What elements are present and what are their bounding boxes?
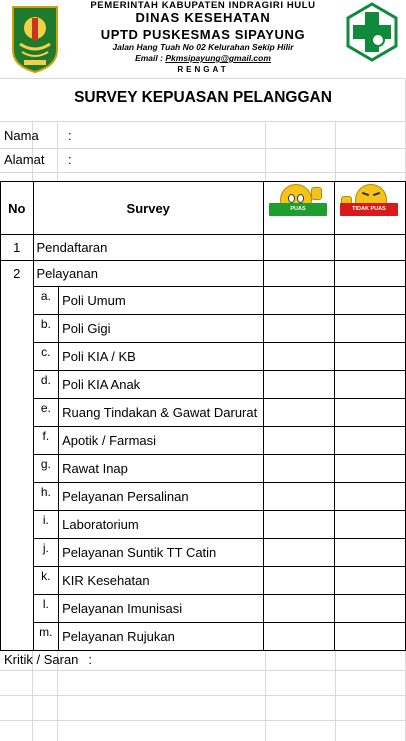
header-email-line	[60, 53, 346, 63]
subrow-letter: h.	[33, 483, 59, 511]
puskesmas-logo-icon	[346, 2, 398, 64]
subrow-label: Pelayanan Suntik TT Catin	[59, 539, 264, 567]
nama-label: Nama	[4, 128, 39, 143]
subrow-letter: e.	[33, 399, 59, 427]
tidak-puas-checkbox-cell[interactable]	[334, 623, 405, 651]
puas-checkbox-cell[interactable]	[263, 315, 334, 343]
tidak-puas-badge: TIDAK PUAS	[340, 203, 398, 216]
header-address: Jalan Hang Tuah No 02 Kelurahan Sekip Hilir	[112, 42, 294, 52]
thumbs-up-icon	[311, 187, 322, 200]
empty-no-cell	[1, 315, 34, 343]
tidak-puas-checkbox-cell[interactable]	[334, 595, 405, 623]
tidak-puas-checkbox-cell[interactable]	[334, 315, 405, 343]
tidak-puas-checkbox-cell[interactable]	[334, 455, 405, 483]
row-number: 1	[1, 235, 34, 261]
subrow-letter: f.	[33, 427, 59, 455]
table-subrow	[1, 287, 406, 315]
table-subrow	[1, 343, 406, 371]
email-label: Email :	[135, 53, 166, 63]
puas-checkbox-cell[interactable]	[263, 511, 334, 539]
col-no-header: No	[1, 182, 34, 235]
empty-no-cell	[1, 539, 34, 567]
empty-no-cell	[1, 511, 34, 539]
subrow-label: KIR Kesehatan	[59, 567, 264, 595]
subrow-label: Poli Umum	[59, 287, 264, 315]
header-city: RENGAT	[177, 65, 229, 74]
puas-checkbox-cell[interactable]	[263, 371, 334, 399]
table-row	[1, 235, 406, 261]
table-subrow	[1, 399, 406, 427]
subrow-letter: i.	[33, 511, 59, 539]
subrow-letter: b.	[33, 315, 59, 343]
subrow-letter: k.	[33, 567, 59, 595]
tidak-puas-checkbox-cell[interactable]	[334, 511, 405, 539]
table-row	[1, 261, 406, 287]
subrow-label: Apotik / Farmasi	[59, 427, 264, 455]
tidak-puas-checkbox-cell[interactable]	[334, 371, 405, 399]
table-subrow	[1, 315, 406, 343]
subrow-label: Pelayanan Imunisasi	[59, 595, 264, 623]
header-puskesmas: UPTD PUSKESMAS SIPAYUNG	[100, 27, 306, 42]
subrow-label: Pelayanan Rujukan	[59, 623, 264, 651]
subrow-letter: d.	[33, 371, 59, 399]
subrow-letter: m.	[33, 623, 59, 651]
subrow-label: Rawat Inap	[59, 455, 264, 483]
tidak-puas-checkbox-cell[interactable]	[334, 235, 405, 261]
tidak-puas-checkbox-cell[interactable]	[334, 567, 405, 595]
header-government: PEMERINTAH KABUPATEN INDRAGIRI HULU	[90, 0, 316, 11]
tidak-puas-checkbox-cell[interactable]	[334, 539, 405, 567]
tidak-puas-checkbox-cell[interactable]	[334, 343, 405, 371]
row-label: Pelayanan	[33, 261, 263, 287]
empty-no-cell	[1, 399, 34, 427]
empty-no-cell	[1, 595, 34, 623]
puas-checkbox-cell[interactable]	[263, 427, 334, 455]
empty-no-cell	[1, 455, 34, 483]
subrow-label: Poli KIA Anak	[59, 371, 264, 399]
puas-checkbox-cell[interactable]	[263, 287, 334, 315]
tidak-puas-checkbox-cell[interactable]	[334, 261, 405, 287]
subrow-label: Poli Gigi	[59, 315, 264, 343]
subrow-label: Pelayanan Persalinan	[59, 483, 264, 511]
indragiri-hulu-emblem-icon	[10, 4, 60, 74]
tidak-puas-checkbox-cell[interactable]	[334, 483, 405, 511]
critique-field	[4, 652, 92, 667]
puas-checkbox-cell[interactable]	[263, 455, 334, 483]
alamat-colon: :	[68, 152, 72, 167]
puas-checkbox-cell[interactable]	[263, 483, 334, 511]
puas-checkbox-cell[interactable]	[263, 567, 334, 595]
puas-checkbox-cell[interactable]	[263, 399, 334, 427]
header-department: DINAS KESEHATAN	[135, 10, 271, 25]
subrow-label: Laboratorium	[59, 511, 264, 539]
nama-colon: :	[68, 128, 72, 143]
survey-table	[0, 181, 406, 651]
table-subrow	[1, 427, 406, 455]
table-header-row	[1, 182, 406, 235]
critique-colon: :	[88, 652, 93, 667]
subrow-letter: c.	[33, 343, 59, 371]
puas-checkbox-cell[interactable]	[263, 595, 334, 623]
col-puas-header	[263, 182, 334, 235]
empty-no-cell	[1, 567, 34, 595]
alamat-label: Alamat	[4, 152, 45, 167]
subrow-label: Ruang Tindakan & Gawat Darurat	[59, 399, 264, 427]
table-subrow	[1, 511, 406, 539]
puas-checkbox-cell[interactable]	[263, 623, 334, 651]
subrow-letter: j.	[33, 539, 59, 567]
empty-no-cell	[1, 287, 34, 315]
table-subrow	[1, 539, 406, 567]
row-number: 2	[1, 261, 34, 287]
subrow-label: Poli KIA / KB	[59, 343, 264, 371]
col-tidak-puas-header	[334, 182, 405, 235]
table-subrow	[1, 483, 406, 511]
tidak-puas-checkbox-cell[interactable]	[334, 427, 405, 455]
puas-checkbox-cell[interactable]	[263, 235, 334, 261]
empty-no-cell	[1, 623, 34, 651]
page-title: SURVEY KEPUASAN PELANGGAN	[74, 89, 332, 106]
col-survey-header: Survey	[33, 182, 263, 235]
table-subrow	[1, 623, 406, 651]
empty-no-cell	[1, 343, 34, 371]
empty-no-cell	[1, 371, 34, 399]
empty-no-cell	[1, 427, 34, 455]
table-subrow	[1, 371, 406, 399]
subrow-letter: l.	[33, 595, 59, 623]
puas-checkbox-cell[interactable]	[263, 261, 334, 287]
tidak-puas-checkbox-cell[interactable]	[334, 287, 405, 315]
tidak-puas-checkbox-cell[interactable]	[334, 399, 405, 427]
table-subrow	[1, 567, 406, 595]
table-subrow	[1, 595, 406, 623]
puas-checkbox-cell[interactable]	[263, 539, 334, 567]
email-link[interactable]: Pkmsipayung@gmail.com	[165, 53, 271, 63]
empty-no-cell	[1, 483, 34, 511]
row-label: Pendaftaran	[33, 235, 263, 261]
puas-checkbox-cell[interactable]	[263, 343, 334, 371]
table-subrow	[1, 455, 406, 483]
subrow-letter: a.	[33, 287, 59, 315]
puas-badge: PUAS	[269, 203, 327, 216]
critique-label: Kritik / Saran	[4, 652, 79, 667]
subrow-letter: g.	[33, 455, 59, 483]
